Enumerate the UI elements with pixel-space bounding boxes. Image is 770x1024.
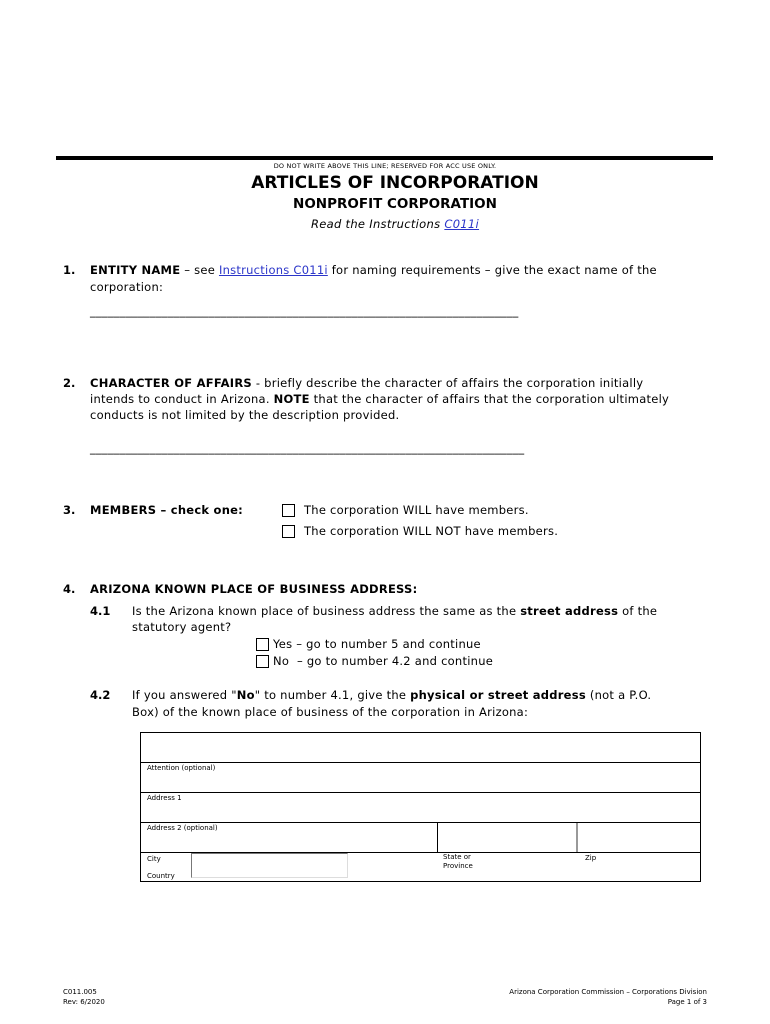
city-label: City xyxy=(147,855,161,863)
city-input[interactable] xyxy=(191,853,348,878)
footer-page-number: Page 1 of 3 xyxy=(667,998,707,1006)
character-of-affairs-field[interactable]: _________________________________________________________________________ xyxy=(90,441,525,455)
address-form xyxy=(140,732,701,882)
form-divider xyxy=(576,823,578,852)
instructions-link-c011i[interactable]: C011i xyxy=(444,217,480,231)
section1-text-a: – see xyxy=(180,263,219,277)
state-label-line1: State or xyxy=(443,853,471,861)
state-label-line2: Province xyxy=(443,862,473,870)
top-rule xyxy=(56,156,713,160)
address2-extra-field[interactable] xyxy=(438,823,575,851)
zip-label: Zip xyxy=(585,854,597,862)
section2-text-b: intends to conduct in Arizona. xyxy=(90,392,274,406)
q42-text-b: " to number 4.1, give the xyxy=(254,688,411,702)
q41-line1 xyxy=(132,603,657,619)
members-will-label: The corporation WILL have members. xyxy=(304,503,529,517)
section2-text-a: - briefly describe the character of affairs the corporation initially xyxy=(251,376,644,390)
document-subtitle: NONPROFIT CORPORATION xyxy=(293,196,497,212)
q42-no: No xyxy=(236,688,255,702)
q42-line2: Box) of the known place of business of the corporation in Arizona: xyxy=(132,705,529,719)
section2-line1 xyxy=(90,375,643,391)
entity-name-field[interactable]: ________________________________________________________________________ xyxy=(90,304,519,318)
section1-line2: corporation: xyxy=(90,280,164,294)
section3-number: 3. xyxy=(63,503,76,517)
members-will-not-checkbox[interactable] xyxy=(282,525,295,538)
q42-number: 4.2 xyxy=(90,688,111,702)
q41-number: 4.1 xyxy=(90,604,111,618)
q41-no-checkbox[interactable] xyxy=(256,655,269,668)
section1-heading: ENTITY NAME xyxy=(90,263,181,277)
section2-text-c: that the character of affairs that the corporation ultimately xyxy=(309,392,670,406)
q42-text-c: (not a P.O. xyxy=(585,688,652,702)
q41-bold: street address xyxy=(520,604,619,618)
address2-extra-field-2[interactable] xyxy=(579,823,700,851)
section2-heading: CHARACTER OF AFFAIRS xyxy=(90,376,252,390)
name-field[interactable] xyxy=(142,734,699,762)
address1-label: Address 1 xyxy=(147,794,182,802)
q41-yes-label: Yes – go to number 5 and continue xyxy=(273,637,481,651)
section1-text-b: for naming requirements – give the exact name of the xyxy=(327,263,657,277)
address2-field[interactable] xyxy=(142,823,436,851)
country-label: Country xyxy=(147,872,175,880)
attention-label: Attention (optional) xyxy=(147,764,216,772)
section2-line2 xyxy=(90,391,669,407)
section4-number: 4. xyxy=(63,582,76,596)
q41-line2: statutory agent? xyxy=(132,620,232,634)
address2-label: Address 2 (optional) xyxy=(147,824,218,832)
section4-heading: ARIZONA KNOWN PLACE OF BUSINESS ADDRESS: xyxy=(90,582,418,596)
q41-text-a: Is the Arizona known place of business address the same as the xyxy=(132,604,521,618)
q41-no-label: No – go to number 4.2 and continue xyxy=(273,654,494,668)
q42-text-a: If you answered " xyxy=(132,688,237,702)
document-title: ARTICLES OF INCORPORATION xyxy=(251,173,539,193)
reserved-note: DO NOT WRITE ABOVE THIS LINE; RESERVED FOR ACC USE ONLY. xyxy=(273,162,497,170)
section1-number: 1. xyxy=(63,263,76,277)
section2-note: NOTE xyxy=(273,392,310,406)
read-instructions xyxy=(0,217,770,231)
q42-bold: physical or street address xyxy=(410,688,586,702)
read-instructions-prefix: Read the Instructions xyxy=(310,217,445,231)
section3-heading: MEMBERS xyxy=(90,503,157,517)
section2-line3: conducts is not limited by the description provided. xyxy=(90,408,400,422)
members-will-not-label: The corporation WILL NOT have members. xyxy=(304,524,559,538)
instructions-link[interactable]: Instructions C011i xyxy=(218,263,328,277)
section3-heading-suffix: – check one: xyxy=(156,503,244,517)
q41-yes-checkbox[interactable] xyxy=(256,638,269,651)
q41-text-b: of the xyxy=(618,604,658,618)
footer-agency: Arizona Corporation Commission – Corporations Division xyxy=(509,988,707,996)
attention-field[interactable] xyxy=(142,763,699,791)
section1-line1 xyxy=(90,262,657,278)
section2-number: 2. xyxy=(63,376,76,390)
q42-line1 xyxy=(132,687,651,703)
section3-line1 xyxy=(90,502,243,518)
members-will-checkbox[interactable] xyxy=(282,504,295,517)
footer-revision: Rev: 6/2020 xyxy=(63,998,105,1006)
address1-field[interactable] xyxy=(142,793,699,821)
footer-form-code: C011.005 xyxy=(63,988,97,996)
